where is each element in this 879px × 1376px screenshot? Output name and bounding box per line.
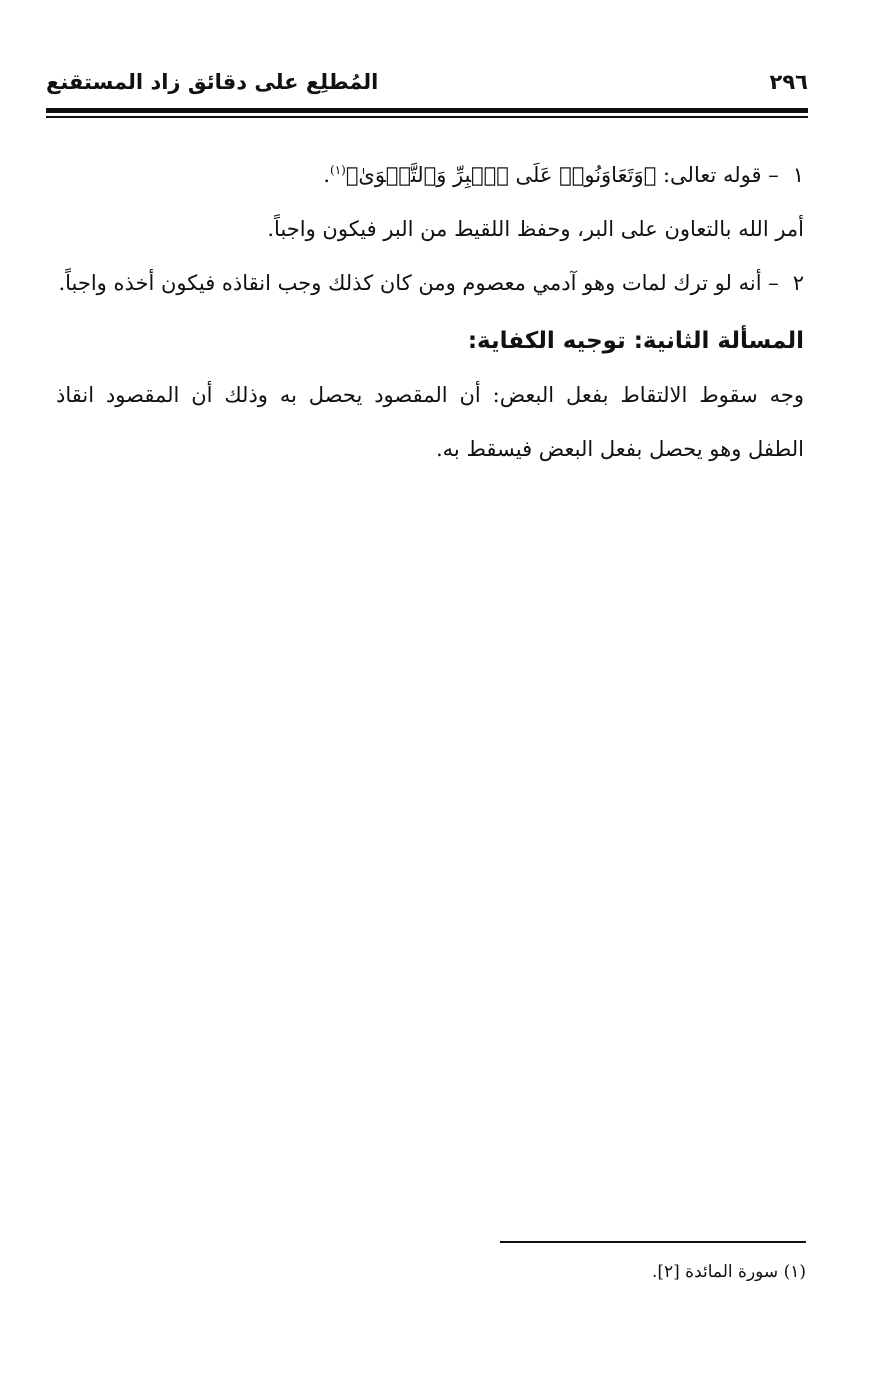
footnote-reference[interactable]: (١) <box>330 163 346 177</box>
running-title: المُطلِع على دقائق زاد المستقنع <box>46 70 379 94</box>
header-rule-thin <box>46 116 808 118</box>
paragraph-end: . <box>323 163 330 187</box>
paragraph-2: أمر الله بالتعاون على البر، وحفظ اللقيط من البر فيكون واجباً. <box>267 217 804 241</box>
paragraph-text: – أنه لو ترك لمات وهو آدمي معصوم ومن كان كذلك وجب انقاذه فيكون أخذه واجباً. <box>58 271 779 295</box>
paragraph-number: ٢ <box>792 271 804 295</box>
body-text <box>56 148 804 476</box>
section-heading: المسألة الثانية: توجيه الكفاية: <box>467 328 804 354</box>
quran-verse: – قوله تعالى: ﴿وَتَعَاوَنُوا۟ عَلَى ٱلۡبِرِّ وَٱلتَّقۡوَىٰ﴾ <box>345 163 779 187</box>
paragraph-4: وجه سقوط الالتقاط بفعل البعض: أن المقصود يحصل به وذلك أن المقصود انقاذ الطفل وهو يحصل بفعل البعض فيسقط به. <box>56 383 804 461</box>
footnote: (١) سورة المائدة [٢]. <box>651 1262 806 1282</box>
page-header <box>46 70 808 100</box>
paragraph-3 <box>56 256 804 310</box>
page-number: ٢٩٦ <box>769 70 808 94</box>
paragraph-number: ١ <box>792 163 804 187</box>
paragraph-1 <box>56 148 804 202</box>
footnote-separator <box>500 1241 806 1243</box>
header-rule-thick <box>46 108 808 113</box>
